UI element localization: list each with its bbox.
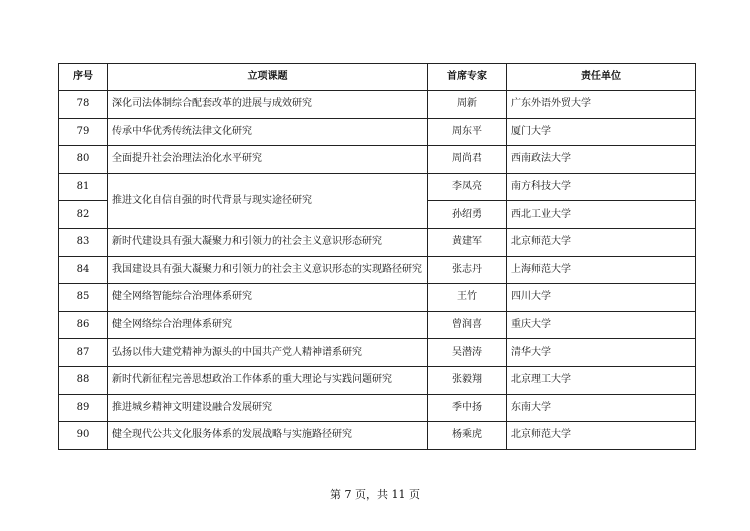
row-expert: 吴潜涛 <box>428 339 507 367</box>
header-unit: 责任单位 <box>507 64 696 91</box>
row-unit: 北京师范大学 <box>507 228 696 256</box>
table-header-row <box>59 64 696 91</box>
table-row <box>59 284 696 312</box>
row-no: 78 <box>59 91 108 119</box>
row-expert: 王竹 <box>428 284 507 312</box>
row-no: 88 <box>59 366 108 394</box>
table-row <box>59 256 696 284</box>
row-unit: 北京理工大学 <box>507 366 696 394</box>
table-row <box>59 91 696 119</box>
row-topic: 全面提升社会治理法治化水平研究 <box>108 146 428 174</box>
row-topic: 新时代新征程完善思想政治工作体系的重大理论与实践问题研究 <box>108 366 428 394</box>
row-no: 82 <box>59 201 108 229</box>
header-expert: 首席专家 <box>428 64 507 91</box>
row-topic-merged: 推进文化自信自强的时代背景与现实途径研究 <box>108 173 428 228</box>
row-expert: 季中扬 <box>428 394 507 422</box>
row-unit: 广东外语外贸大学 <box>507 91 696 119</box>
row-topic: 新时代建设具有强大凝聚力和引领力的社会主义意识形态研究 <box>108 228 428 256</box>
row-expert: 孙绍勇 <box>428 201 507 229</box>
row-unit: 重庆大学 <box>507 311 696 339</box>
table-row <box>59 173 696 201</box>
row-no: 81 <box>59 173 108 201</box>
row-no: 79 <box>59 118 108 146</box>
row-unit: 西南政法大学 <box>507 146 696 174</box>
row-no: 90 <box>59 422 108 450</box>
row-expert: 李凤亮 <box>428 173 507 201</box>
table-row <box>59 422 696 450</box>
row-no: 80 <box>59 146 108 174</box>
row-no: 86 <box>59 311 108 339</box>
header-topic: 立项课题 <box>108 64 428 91</box>
row-topic: 传承中华优秀传统法律文化研究 <box>108 118 428 146</box>
row-expert: 杨乘虎 <box>428 422 507 450</box>
row-expert: 黄建军 <box>428 228 507 256</box>
row-topic: 健全网络综合治理体系研究 <box>108 311 428 339</box>
table-row <box>59 311 696 339</box>
row-expert: 曾润喜 <box>428 311 507 339</box>
row-topic: 推进城乡精神文明建设融合发展研究 <box>108 394 428 422</box>
row-no: 84 <box>59 256 108 284</box>
page-number: 第 7 页，共 11 页 <box>330 488 420 501</box>
row-topic: 弘扬以伟大建党精神为源头的中国共产党人精神谱系研究 <box>108 339 428 367</box>
row-expert: 周尚君 <box>428 146 507 174</box>
table-row <box>59 146 696 174</box>
table-row <box>59 118 696 146</box>
row-topic: 深化司法体制综合配套改革的进展与成效研究 <box>108 91 428 119</box>
row-topic: 健全现代公共文化服务体系的发展战略与实施路径研究 <box>108 422 428 450</box>
table-row <box>59 339 696 367</box>
table-row <box>59 228 696 256</box>
row-unit: 南方科技大学 <box>507 173 696 201</box>
row-topic: 健全网络智能综合治理体系研究 <box>108 284 428 312</box>
header-no: 序号 <box>59 64 108 91</box>
table-row <box>59 366 696 394</box>
row-unit: 东南大学 <box>507 394 696 422</box>
row-unit: 厦门大学 <box>507 118 696 146</box>
row-expert: 张志丹 <box>428 256 507 284</box>
row-no: 83 <box>59 228 108 256</box>
row-expert: 张毅翔 <box>428 366 507 394</box>
row-unit: 清华大学 <box>507 339 696 367</box>
row-no: 85 <box>59 284 108 312</box>
row-expert: 周东平 <box>428 118 507 146</box>
row-unit: 西北工业大学 <box>507 201 696 229</box>
row-unit: 北京师范大学 <box>507 422 696 450</box>
table-row <box>59 394 696 422</box>
row-no: 89 <box>59 394 108 422</box>
row-unit: 上海师范大学 <box>507 256 696 284</box>
row-no: 87 <box>59 339 108 367</box>
row-unit: 四川大学 <box>507 284 696 312</box>
project-table <box>58 63 696 450</box>
row-expert: 周新 <box>428 91 507 119</box>
row-topic: 我国建设具有强大凝聚力和引领力的社会主义意识形态的实现路径研究 <box>108 256 428 284</box>
